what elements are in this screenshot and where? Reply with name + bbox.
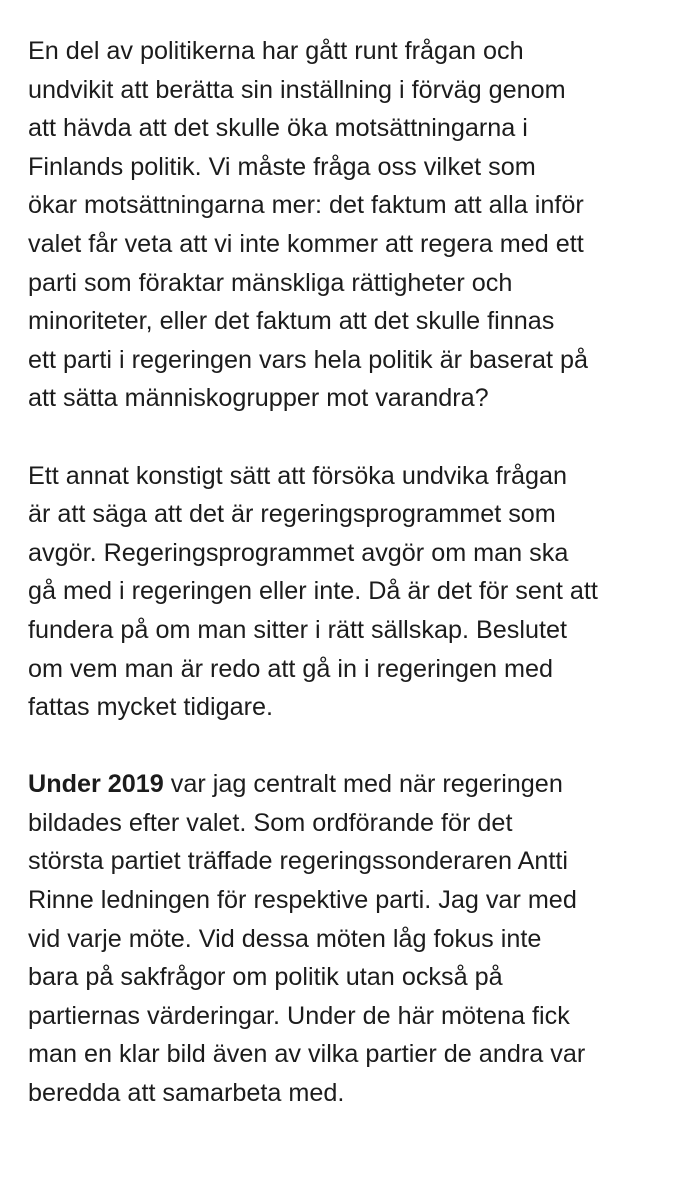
text-line: är att säga att det är regeringsprogrammet som (28, 500, 556, 529)
paragraph-2 (28, 457, 671, 727)
text-line: gå med i regeringen eller inte. Då är det för sent att (28, 577, 598, 606)
text-line: fundera på om man sitter i rätt sällskap. Beslutet (28, 615, 567, 644)
text-line: om vem man är redo att gå in i regeringen med (28, 654, 554, 683)
text-line: undvikit att berätta sin inställning i förväg genom (28, 75, 566, 104)
text-line: största partiet träffade regeringssonderaren Antti (28, 847, 568, 876)
text-line: vid varje möte. Vid dessa möten låg fokus inte (28, 924, 542, 953)
text-line: minoriteter, eller det faktum att det skulle finnas (28, 307, 555, 336)
text-line: att sätta människogrupper mot varandra? (28, 384, 489, 413)
text-line-first (28, 765, 671, 804)
text-line: parti som föraktar mänskliga rättigheter och (28, 268, 513, 297)
text-line: beredda att samarbeta med. (28, 1079, 345, 1108)
text-line: ett parti i regeringen vars hela politik är baserat på (28, 345, 589, 374)
first-line-rest: var jag centralt med när regeringen (163, 770, 563, 799)
text-line: partiernas värderingar. Under de här mötena fick (28, 1001, 570, 1030)
paragraph-1 (28, 32, 671, 418)
text-line: avgör. Regeringsprogrammet avgör om man ska (28, 538, 569, 567)
text-line: ökar motsättningarna mer: det faktum att alla inför (28, 191, 584, 220)
text-line: bildades efter valet. Som ordförande för det (28, 808, 513, 837)
text-line: Rinne ledningen för respektive parti. Jag var med (28, 886, 577, 915)
text-line: Ett annat konstigt sätt att försöka undvika frågan (28, 461, 568, 490)
text-line: En del av politikerna har gått runt frågan och (28, 37, 524, 65)
text-line: man en klar bild även av vilka partier de andra var (28, 1040, 586, 1069)
text-line: valet får veta att vi inte kommer att regera med ett (28, 229, 584, 258)
bold-lead-text: Under 2019 (28, 770, 164, 799)
text-line: Finlands politik. Vi måste fråga oss vilket som (28, 152, 536, 181)
text-line: att hävda att det skulle öka motsättningarna i (28, 114, 528, 143)
text-line: bara på sakfrågor om politik utan också på (28, 963, 503, 992)
text-line: fattas mycket tidigare. (28, 693, 273, 722)
paragraph-3 (28, 765, 671, 1112)
